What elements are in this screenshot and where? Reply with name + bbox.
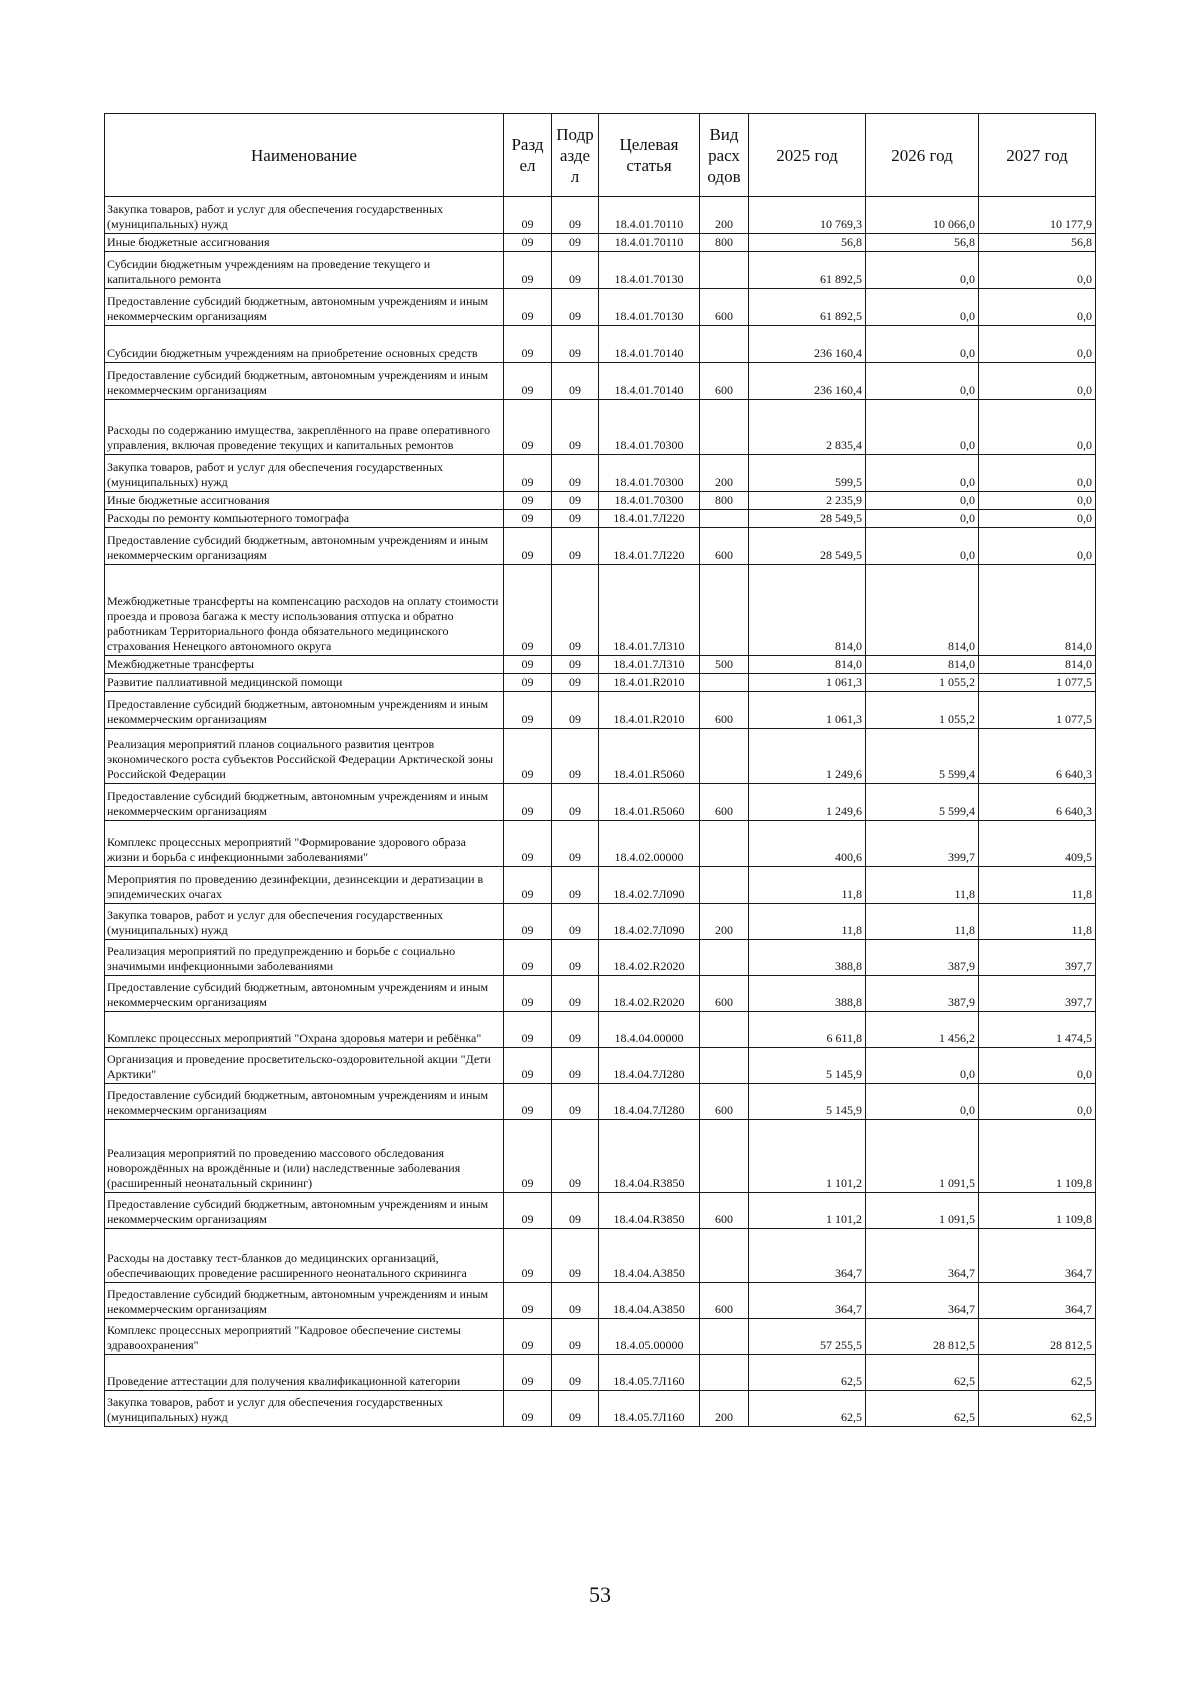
cell-target-article: 18.4.01.70300	[599, 492, 700, 510]
cell-2026: 814,0	[866, 565, 979, 656]
cell-name: Расходы по содержанию имущества, закреплённого на праве оперативного управления, включая проведение текущих и капитальных ремонтов	[105, 400, 504, 455]
table-row	[105, 1283, 1096, 1319]
table-row	[105, 1048, 1096, 1084]
cell-2026: 0,0	[866, 510, 979, 528]
cell-2026: 0,0	[866, 252, 979, 289]
cell-2027: 62,5	[979, 1355, 1096, 1391]
cell-razdel: 09	[504, 867, 552, 904]
cell-target-article: 18.4.05.00000	[599, 1319, 700, 1355]
cell-podrazdel: 09	[552, 326, 599, 363]
cell-2027: 397,7	[979, 940, 1096, 976]
cell-podrazdel: 09	[552, 729, 599, 784]
cell-expense-type	[700, 1229, 749, 1283]
table-row	[105, 492, 1096, 510]
cell-podrazdel: 09	[552, 692, 599, 729]
cell-2027: 0,0	[979, 455, 1096, 492]
cell-target-article: 18.4.01.70110	[599, 234, 700, 252]
cell-name: Развитие паллиативной медицинской помощи	[105, 674, 504, 692]
table-row	[105, 1229, 1096, 1283]
cell-razdel: 09	[504, 1193, 552, 1229]
cell-expense-type	[700, 565, 749, 656]
cell-target-article: 18.4.02.7Л090	[599, 904, 700, 940]
cell-expense-type	[700, 729, 749, 784]
cell-2027: 28 812,5	[979, 1319, 1096, 1355]
cell-target-article: 18.4.05.7Л160	[599, 1391, 700, 1427]
cell-2026: 387,9	[866, 976, 979, 1012]
cell-2025: 62,5	[749, 1355, 866, 1391]
table-row	[105, 976, 1096, 1012]
table-row	[105, 867, 1096, 904]
cell-2027: 62,5	[979, 1391, 1096, 1427]
cell-2025: 28 549,5	[749, 528, 866, 565]
cell-2027: 0,0	[979, 289, 1096, 326]
cell-2027: 0,0	[979, 1084, 1096, 1120]
cell-razdel: 09	[504, 363, 552, 400]
cell-target-article: 18.4.04.R3850	[599, 1193, 700, 1229]
cell-razdel: 09	[504, 234, 552, 252]
cell-2027: 397,7	[979, 976, 1096, 1012]
cell-2027: 1 077,5	[979, 674, 1096, 692]
cell-2025: 57 255,5	[749, 1319, 866, 1355]
cell-2025: 11,8	[749, 867, 866, 904]
cell-expense-type	[700, 252, 749, 289]
cell-target-article: 18.4.02.00000	[599, 821, 700, 867]
cell-name: Субсидии бюджетным учреждениям на приобретение основных средств	[105, 326, 504, 363]
cell-2027: 0,0	[979, 363, 1096, 400]
cell-expense-type: 600	[700, 363, 749, 400]
cell-2027: 0,0	[979, 326, 1096, 363]
cell-2027: 364,7	[979, 1283, 1096, 1319]
table-row	[105, 234, 1096, 252]
cell-expense-type: 200	[700, 197, 749, 234]
cell-podrazdel: 09	[552, 1048, 599, 1084]
cell-expense-type	[700, 400, 749, 455]
table-row	[105, 363, 1096, 400]
cell-2026: 56,8	[866, 234, 979, 252]
cell-podrazdel: 09	[552, 363, 599, 400]
cell-name: Предоставление субсидий бюджетным, автономным учреждениям и иным некоммерческим организациям	[105, 976, 504, 1012]
cell-target-article: 18.4.01.R5060	[599, 784, 700, 821]
cell-2025: 61 892,5	[749, 252, 866, 289]
cell-podrazdel: 09	[552, 976, 599, 1012]
cell-2026: 62,5	[866, 1355, 979, 1391]
cell-2025: 814,0	[749, 565, 866, 656]
cell-expense-type	[700, 1120, 749, 1193]
cell-podrazdel: 09	[552, 289, 599, 326]
table-row	[105, 940, 1096, 976]
cell-2025: 236 160,4	[749, 363, 866, 400]
table-row	[105, 674, 1096, 692]
cell-razdel: 09	[504, 1319, 552, 1355]
cell-name: Комплекс процессных мероприятий "Формирование здорового образа жизни и борьба с инфекционными заболеваниями"	[105, 821, 504, 867]
cell-expense-type	[700, 940, 749, 976]
cell-name: Закупка товаров, работ и услуг для обеспечения государственных (муниципальных) нужд	[105, 197, 504, 234]
cell-2027: 409,5	[979, 821, 1096, 867]
cell-razdel: 09	[504, 692, 552, 729]
cell-podrazdel: 09	[552, 867, 599, 904]
cell-razdel: 09	[504, 784, 552, 821]
cell-target-article: 18.4.05.7Л160	[599, 1355, 700, 1391]
cell-2026: 0,0	[866, 289, 979, 326]
cell-name: Реализация мероприятий по предупреждению и борьбе с социально значимыми инфекционными заболеваниями	[105, 940, 504, 976]
cell-expense-type: 500	[700, 656, 749, 674]
cell-target-article: 18.4.01.7Л310	[599, 656, 700, 674]
cell-razdel: 09	[504, 1283, 552, 1319]
cell-podrazdel: 09	[552, 510, 599, 528]
cell-2026: 10 066,0	[866, 197, 979, 234]
cell-target-article: 18.4.01.70300	[599, 455, 700, 492]
cell-podrazdel: 09	[552, 904, 599, 940]
cell-name: Реализация мероприятий по проведению массового обследования новорождённых на врождённые и (или) наследственные заболевания (расширенный неонатальный скрининг)	[105, 1120, 504, 1193]
cell-2025: 61 892,5	[749, 289, 866, 326]
cell-expense-type: 600	[700, 976, 749, 1012]
cell-expense-type: 600	[700, 784, 749, 821]
cell-2026: 0,0	[866, 1084, 979, 1120]
cell-2026: 28 812,5	[866, 1319, 979, 1355]
cell-podrazdel: 09	[552, 492, 599, 510]
cell-2027: 1 109,8	[979, 1120, 1096, 1193]
cell-2027: 364,7	[979, 1229, 1096, 1283]
header-razdel: Разд ел	[504, 114, 552, 197]
cell-podrazdel: 09	[552, 940, 599, 976]
cell-podrazdel: 09	[552, 1391, 599, 1427]
cell-expense-type	[700, 326, 749, 363]
cell-razdel: 09	[504, 528, 552, 565]
cell-2026: 1 055,2	[866, 692, 979, 729]
cell-name: Расходы на доставку тест-бланков до медицинских организаций, обеспечивающих проведение расширенного неонатального скрининга	[105, 1229, 504, 1283]
cell-razdel: 09	[504, 656, 552, 674]
cell-name: Предоставление субсидий бюджетным, автономным учреждениям и иным некоммерческим организациям	[105, 1283, 504, 1319]
cell-expense-type	[700, 510, 749, 528]
cell-razdel: 09	[504, 940, 552, 976]
cell-razdel: 09	[504, 510, 552, 528]
cell-podrazdel: 09	[552, 1012, 599, 1048]
table-row	[105, 289, 1096, 326]
cell-podrazdel: 09	[552, 1120, 599, 1193]
cell-podrazdel: 09	[552, 252, 599, 289]
cell-2025: 10 769,3	[749, 197, 866, 234]
cell-name: Предоставление субсидий бюджетным, автономным учреждениям и иным некоммерческим организациям	[105, 692, 504, 729]
cell-expense-type: 200	[700, 455, 749, 492]
cell-razdel: 09	[504, 1391, 552, 1427]
table-row	[105, 1193, 1096, 1229]
cell-razdel: 09	[504, 455, 552, 492]
cell-podrazdel: 09	[552, 1355, 599, 1391]
cell-2025: 1 101,2	[749, 1120, 866, 1193]
cell-expense-type: 600	[700, 1283, 749, 1319]
cell-target-article: 18.4.01.70140	[599, 363, 700, 400]
cell-2025: 364,7	[749, 1229, 866, 1283]
cell-2027: 0,0	[979, 492, 1096, 510]
cell-2026: 399,7	[866, 821, 979, 867]
table-row	[105, 821, 1096, 867]
cell-target-article: 18.4.04.R3850	[599, 1120, 700, 1193]
cell-name: Межбюджетные трансферты на компенсацию расходов на оплату стоимости проезда и провоза багажа к месту использования отпуска и обратно работникам Территориального фонда обязательного медицинского страхования Ненецкого автономного округа	[105, 565, 504, 656]
cell-2025: 5 145,9	[749, 1048, 866, 1084]
cell-expense-type	[700, 1355, 749, 1391]
cell-expense-type: 600	[700, 289, 749, 326]
cell-expense-type: 200	[700, 904, 749, 940]
cell-2026: 0,0	[866, 363, 979, 400]
cell-2027: 1 109,8	[979, 1193, 1096, 1229]
cell-name: Субсидии бюджетным учреждениям на проведение текущего и капитального ремонта	[105, 252, 504, 289]
cell-name: Иные бюджетные ассигнования	[105, 234, 504, 252]
cell-expense-type	[700, 821, 749, 867]
cell-2025: 599,5	[749, 455, 866, 492]
cell-target-article: 18.4.02.7Л090	[599, 867, 700, 904]
cell-name: Закупка товаров, работ и услуг для обеспечения государственных (муниципальных) нужд	[105, 904, 504, 940]
cell-podrazdel: 09	[552, 674, 599, 692]
cell-2026: 814,0	[866, 656, 979, 674]
header-row	[105, 114, 1096, 197]
cell-2026: 1 055,2	[866, 674, 979, 692]
table-row	[105, 252, 1096, 289]
cell-2025: 388,8	[749, 940, 866, 976]
cell-2027: 6 640,3	[979, 729, 1096, 784]
table-row	[105, 528, 1096, 565]
cell-expense-type: 200	[700, 1391, 749, 1427]
cell-expense-type	[700, 674, 749, 692]
header-name: Наименование	[105, 114, 504, 197]
cell-razdel: 09	[504, 1084, 552, 1120]
cell-target-article: 18.4.01.70110	[599, 197, 700, 234]
cell-podrazdel: 09	[552, 234, 599, 252]
cell-podrazdel: 09	[552, 455, 599, 492]
cell-2026: 364,7	[866, 1229, 979, 1283]
table-row	[105, 904, 1096, 940]
cell-name: Предоставление субсидий бюджетным, автономным учреждениям и иным некоммерческим организациям	[105, 1193, 504, 1229]
cell-2027: 0,0	[979, 400, 1096, 455]
cell-expense-type	[700, 1012, 749, 1048]
cell-2025: 1 061,3	[749, 692, 866, 729]
cell-expense-type	[700, 867, 749, 904]
cell-name: Реализация мероприятий планов социального развития центров экономического роста субъектов Российской Федерации Арктической зоны Российской Федерации	[105, 729, 504, 784]
cell-razdel: 09	[504, 1120, 552, 1193]
table-row	[105, 692, 1096, 729]
cell-expense-type: 800	[700, 492, 749, 510]
cell-target-article: 18.4.01.R2010	[599, 674, 700, 692]
cell-2026: 11,8	[866, 867, 979, 904]
cell-name: Предоставление субсидий бюджетным, автономным учреждениям и иным некоммерческим организациям	[105, 289, 504, 326]
cell-2027: 814,0	[979, 656, 1096, 674]
cell-2027: 56,8	[979, 234, 1096, 252]
table-row	[105, 197, 1096, 234]
cell-name: Предоставление субсидий бюджетным, автономным учреждениям и иным некоммерческим организациям	[105, 1084, 504, 1120]
cell-2026: 62,5	[866, 1391, 979, 1427]
cell-2026: 0,0	[866, 326, 979, 363]
cell-2025: 6 611,8	[749, 1012, 866, 1048]
cell-2027: 1 474,5	[979, 1012, 1096, 1048]
cell-name: Предоставление субсидий бюджетным, автономным учреждениям и иным некоммерческим организациям	[105, 528, 504, 565]
header-2026: 2026 год	[866, 114, 979, 197]
cell-podrazdel: 09	[552, 1193, 599, 1229]
cell-2027: 1 077,5	[979, 692, 1096, 729]
table-row	[105, 1355, 1096, 1391]
cell-2027: 0,0	[979, 252, 1096, 289]
cell-2026: 5 599,4	[866, 729, 979, 784]
cell-target-article: 18.4.02.R2020	[599, 976, 700, 1012]
cell-2026: 1 091,5	[866, 1120, 979, 1193]
table-row	[105, 1319, 1096, 1355]
table-row	[105, 565, 1096, 656]
cell-2026: 11,8	[866, 904, 979, 940]
table-row	[105, 455, 1096, 492]
cell-expense-type: 600	[700, 1193, 749, 1229]
cell-razdel: 09	[504, 674, 552, 692]
cell-podrazdel: 09	[552, 656, 599, 674]
cell-name: Предоставление субсидий бюджетным, автономным учреждениям и иным некоммерческим организациям	[105, 363, 504, 400]
cell-name: Расходы по ремонту компьютерного томографа	[105, 510, 504, 528]
cell-2025: 2 835,4	[749, 400, 866, 455]
header-2025: 2025 год	[749, 114, 866, 197]
cell-2025: 400,6	[749, 821, 866, 867]
cell-2025: 364,7	[749, 1283, 866, 1319]
cell-podrazdel: 09	[552, 1319, 599, 1355]
cell-2027: 0,0	[979, 510, 1096, 528]
cell-expense-type	[700, 1048, 749, 1084]
cell-2026: 0,0	[866, 400, 979, 455]
cell-2025: 388,8	[749, 976, 866, 1012]
cell-name: Проведение аттестации для получения квалификационной категории	[105, 1355, 504, 1391]
cell-target-article: 18.4.01.R5060	[599, 729, 700, 784]
table-row	[105, 656, 1096, 674]
cell-2027: 0,0	[979, 1048, 1096, 1084]
cell-2025: 814,0	[749, 656, 866, 674]
cell-2025: 1 249,6	[749, 784, 866, 821]
cell-target-article: 18.4.01.70140	[599, 326, 700, 363]
budget-table	[104, 113, 1096, 1427]
cell-razdel: 09	[504, 492, 552, 510]
cell-podrazdel: 09	[552, 400, 599, 455]
cell-2025: 5 145,9	[749, 1084, 866, 1120]
table-row	[105, 1120, 1096, 1193]
cell-target-article: 18.4.01.70300	[599, 400, 700, 455]
cell-2027: 814,0	[979, 565, 1096, 656]
cell-target-article: 18.4.01.7Л220	[599, 528, 700, 565]
cell-2026: 0,0	[866, 492, 979, 510]
table-row	[105, 1084, 1096, 1120]
cell-name: Организация и проведение просветительско-оздоровительной акции "Дети Арктики"	[105, 1048, 504, 1084]
cell-target-article: 18.4.04.7Л280	[599, 1048, 700, 1084]
cell-name: Закупка товаров, работ и услуг для обеспечения государственных (муниципальных) нужд	[105, 1391, 504, 1427]
cell-razdel: 09	[504, 1048, 552, 1084]
cell-2027: 11,8	[979, 867, 1096, 904]
cell-target-article: 18.4.04.00000	[599, 1012, 700, 1048]
cell-name: Закупка товаров, работ и услуг для обеспечения государственных (муниципальных) нужд	[105, 455, 504, 492]
cell-2026: 0,0	[866, 1048, 979, 1084]
cell-expense-type: 600	[700, 1084, 749, 1120]
cell-podrazdel: 09	[552, 1283, 599, 1319]
cell-2025: 28 549,5	[749, 510, 866, 528]
cell-2026: 0,0	[866, 528, 979, 565]
cell-2025: 56,8	[749, 234, 866, 252]
cell-2026: 5 599,4	[866, 784, 979, 821]
page-number: 53	[589, 1582, 611, 1607]
cell-expense-type: 600	[700, 528, 749, 565]
cell-2026: 387,9	[866, 940, 979, 976]
cell-razdel: 09	[504, 729, 552, 784]
cell-expense-type	[700, 1319, 749, 1355]
cell-target-article: 18.4.04.А3850	[599, 1229, 700, 1283]
cell-razdel: 09	[504, 197, 552, 234]
table-row	[105, 510, 1096, 528]
table-row	[105, 784, 1096, 821]
cell-razdel: 09	[504, 821, 552, 867]
cell-name: Комплекс процессных мероприятий "Охрана здоровья матери и ребёнка"	[105, 1012, 504, 1048]
cell-razdel: 09	[504, 565, 552, 656]
cell-target-article: 18.4.01.7Л220	[599, 510, 700, 528]
cell-podrazdel: 09	[552, 1084, 599, 1120]
cell-podrazdel: 09	[552, 528, 599, 565]
cell-target-article: 18.4.02.R2020	[599, 940, 700, 976]
cell-razdel: 09	[504, 976, 552, 1012]
cell-target-article: 18.4.01.70130	[599, 289, 700, 326]
header-target-article: Целевая статья	[599, 114, 700, 197]
cell-razdel: 09	[504, 904, 552, 940]
cell-name: Иные бюджетные ассигнования	[105, 492, 504, 510]
cell-2025: 62,5	[749, 1391, 866, 1427]
cell-2025: 1 249,6	[749, 729, 866, 784]
cell-podrazdel: 09	[552, 784, 599, 821]
cell-target-article: 18.4.04.А3850	[599, 1283, 700, 1319]
header-2027: 2027 год	[979, 114, 1096, 197]
cell-razdel: 09	[504, 326, 552, 363]
table-row	[105, 1391, 1096, 1427]
cell-name: Комплекс процессных мероприятий "Кадровое обеспечение системы здравоохранения"	[105, 1319, 504, 1355]
cell-2027: 0,0	[979, 528, 1096, 565]
cell-podrazdel: 09	[552, 821, 599, 867]
cell-target-article: 18.4.01.7Л310	[599, 565, 700, 656]
cell-name: Мероприятия по проведению дезинфекции, дезинсекции и дератизации в эпидемических очагах	[105, 867, 504, 904]
header-podrazdel: Подр азде л	[552, 114, 599, 197]
cell-razdel: 09	[504, 400, 552, 455]
cell-target-article: 18.4.04.7Л280	[599, 1084, 700, 1120]
cell-2025: 1 101,2	[749, 1193, 866, 1229]
cell-podrazdel: 09	[552, 197, 599, 234]
cell-2027: 11,8	[979, 904, 1096, 940]
cell-2026: 364,7	[866, 1283, 979, 1319]
cell-razdel: 09	[504, 289, 552, 326]
cell-expense-type: 600	[700, 692, 749, 729]
cell-2027: 10 177,9	[979, 197, 1096, 234]
cell-razdel: 09	[504, 252, 552, 289]
cell-name: Межбюджетные трансферты	[105, 656, 504, 674]
cell-target-article: 18.4.01.R2010	[599, 692, 700, 729]
cell-podrazdel: 09	[552, 565, 599, 656]
cell-razdel: 09	[504, 1229, 552, 1283]
table-row	[105, 1012, 1096, 1048]
cell-podrazdel: 09	[552, 1229, 599, 1283]
cell-2026: 1 456,2	[866, 1012, 979, 1048]
cell-razdel: 09	[504, 1012, 552, 1048]
cell-2025: 11,8	[749, 904, 866, 940]
cell-2025: 236 160,4	[749, 326, 866, 363]
table-row	[105, 400, 1096, 455]
cell-2026: 1 091,5	[866, 1193, 979, 1229]
cell-2025: 1 061,3	[749, 674, 866, 692]
header-expense-type: Вид расх одов	[700, 114, 749, 197]
cell-razdel: 09	[504, 1355, 552, 1391]
cell-2026: 0,0	[866, 455, 979, 492]
cell-2027: 6 640,3	[979, 784, 1096, 821]
table-row	[105, 729, 1096, 784]
table-row	[105, 326, 1096, 363]
cell-2025: 2 235,9	[749, 492, 866, 510]
cell-target-article: 18.4.01.70130	[599, 252, 700, 289]
cell-expense-type: 800	[700, 234, 749, 252]
cell-name: Предоставление субсидий бюджетным, автономным учреждениям и иным некоммерческим организациям	[105, 784, 504, 821]
